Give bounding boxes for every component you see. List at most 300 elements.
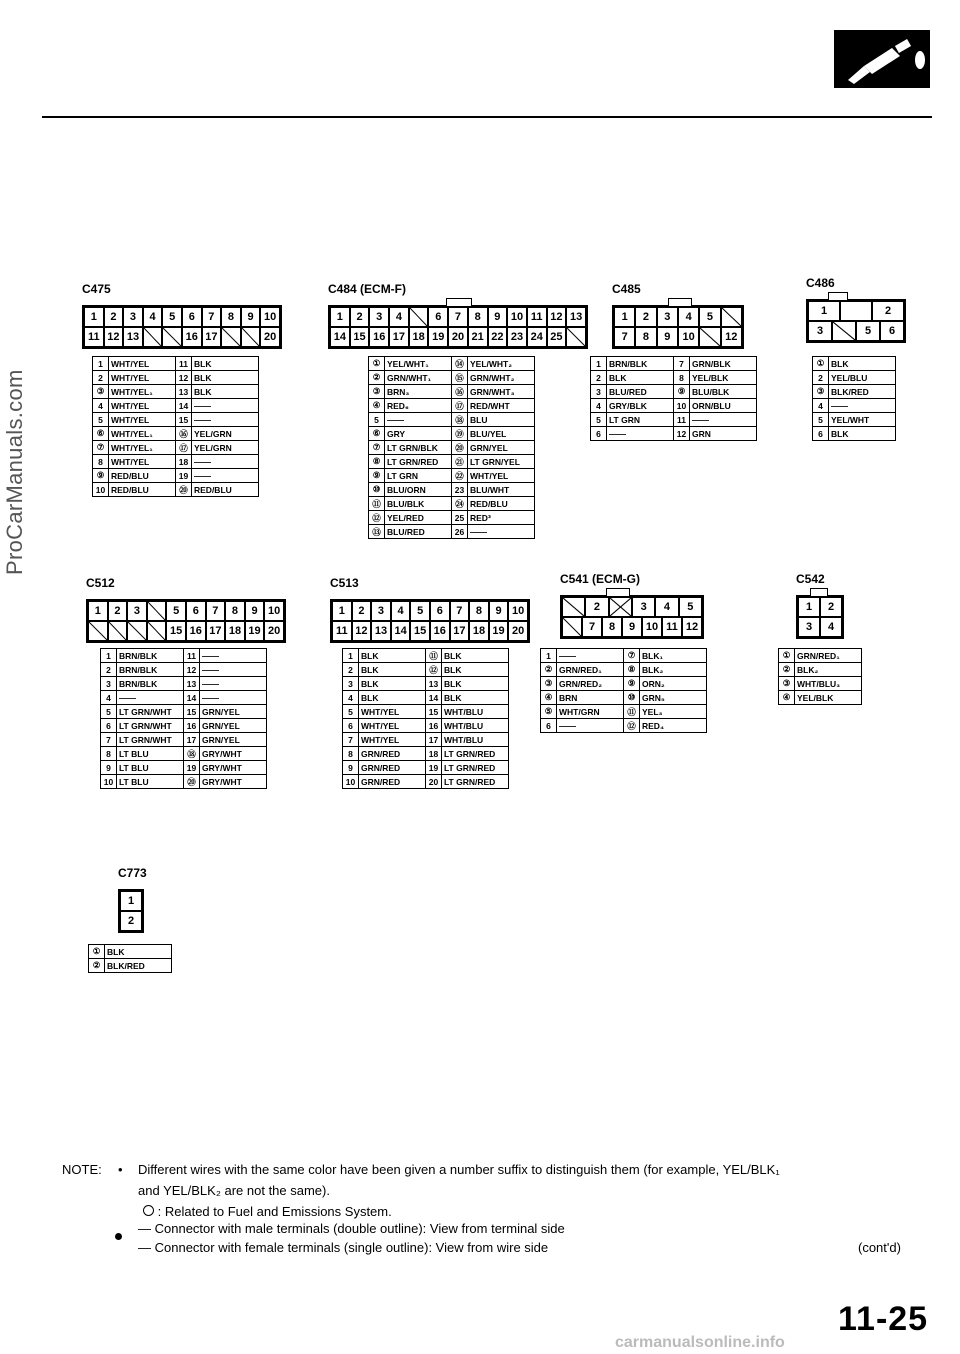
table-row (89, 945, 172, 959)
wire-color: LT BLU (117, 761, 184, 775)
wire-color: BRN (557, 691, 624, 705)
terminal-number: ⑰ (452, 399, 468, 413)
table-row (93, 469, 259, 483)
table-row (369, 385, 535, 399)
terminal-cell: 4 (820, 617, 842, 637)
wire-color: GRN/BLK (690, 357, 757, 371)
terminal-number: ③ (93, 385, 109, 399)
terminal-number: 4 (101, 691, 117, 705)
wire-color: BLK (192, 371, 259, 385)
terminal-cell: 8 (468, 307, 488, 327)
terminal-number: 6 (101, 719, 117, 733)
table-row (343, 691, 509, 705)
terminal-cell: 17 (202, 327, 222, 347)
terminal-cell (840, 301, 872, 321)
wire-color: RED/BLU (109, 469, 176, 483)
table-row (93, 455, 259, 469)
terminal-cell: 9 (241, 307, 261, 327)
terminal-number: ⑫ (624, 719, 640, 733)
connector-lock-tab (668, 298, 692, 306)
table-row (89, 959, 172, 973)
wire-color: BRN/BLK (117, 663, 184, 677)
terminal-cell: 4 (678, 307, 699, 327)
wire-color: BLK (442, 649, 509, 663)
wire-color: WHT/YEL₁ (109, 427, 176, 441)
terminal-cell: 5 (679, 597, 702, 617)
terminal-number: ⑪ (369, 497, 385, 511)
terminal-cell: 4 (143, 307, 163, 327)
wire-color: BLK (359, 691, 426, 705)
terminal-cell: 16 (182, 327, 202, 347)
wire-color: BLK (359, 649, 426, 663)
terminal-row (614, 327, 742, 347)
terminal-cell: 17 (206, 621, 226, 641)
connector-face (806, 299, 906, 343)
wire-color: GRN/YEL (200, 733, 267, 747)
terminal-cell: 12 (352, 621, 372, 641)
empty-terminal (832, 321, 856, 341)
wire-color: WHT/YEL (109, 399, 176, 413)
terminal-cell: 11 (527, 307, 547, 327)
terminal-number: 18 (426, 747, 442, 761)
wire-color: LT GRN/WHT (117, 705, 184, 719)
terminal-number: ⑨ (674, 385, 690, 399)
terminal-cell: 3 (632, 597, 655, 617)
wire-color: —— (385, 413, 452, 427)
terminal-cell: 12 (682, 617, 702, 637)
wire-color: GRN/WHT₂ (468, 371, 535, 385)
wire-color-table (540, 648, 707, 733)
terminal-number: 1 (343, 649, 359, 663)
terminal-row (120, 911, 142, 931)
terminal-cell: 10 (260, 307, 280, 327)
terminal-number: 8 (674, 371, 690, 385)
table-row (813, 371, 896, 385)
table-row (343, 705, 509, 719)
terminal-row (808, 301, 904, 321)
table-row (93, 399, 259, 413)
connector-c541 (560, 572, 704, 639)
connector-c485 (612, 282, 744, 349)
wire-color: LT GRN/RED (442, 747, 509, 761)
terminal-number: ⑯ (176, 427, 192, 441)
terminal-number: 1 (541, 649, 557, 663)
terminal-cell: 3 (127, 601, 147, 621)
wire-color: —— (200, 677, 267, 691)
wire-color: BRN/BLK (117, 677, 184, 691)
terminal-cell: 20 (508, 621, 528, 641)
terminal-number: 8 (343, 747, 359, 761)
bullet-dot-icon (115, 1233, 122, 1240)
wire-color: GRN/YEL (200, 719, 267, 733)
connector-c486 (806, 276, 906, 343)
terminal-cell: 2 (872, 301, 904, 321)
empty-terminal (88, 621, 108, 641)
wire-color: BLK (442, 691, 509, 705)
wire-color: RED₆ (385, 399, 452, 413)
terminal-cell: 1 (798, 597, 820, 617)
wire-color: WHT/BLU₃ (795, 677, 862, 691)
terminal-number: ④ (369, 399, 385, 413)
terminal-number: ⑥ (369, 427, 385, 441)
connector-label: C475 (82, 282, 111, 296)
terminal-number: 3 (101, 677, 117, 691)
terminal-cell: 16 (186, 621, 206, 641)
empty-terminal (221, 327, 241, 347)
table-row (343, 719, 509, 733)
table-row (541, 705, 707, 719)
wire-color: GRN₅ (640, 691, 707, 705)
wire-color: WHT/YEL (109, 413, 176, 427)
connector-label: C513 (330, 576, 359, 590)
empty-terminal (721, 307, 742, 327)
terminal-number: 12 (184, 663, 200, 677)
terminal-cell: 10 (508, 601, 528, 621)
empty-terminal (566, 327, 586, 347)
wire-color: BRN/BLK (117, 649, 184, 663)
note-line-5: — Connector with female terminals (single outline): View from wire side (138, 1240, 549, 1255)
wire-color: GRN/RED₁ (557, 663, 624, 677)
terminal-number: ② (779, 663, 795, 677)
wire-color: BLK (607, 371, 674, 385)
connector-c513 (330, 576, 530, 643)
connector-face (86, 599, 286, 643)
wire-color: GRN/RED (359, 747, 426, 761)
terminal-cell: 8 (635, 327, 656, 347)
terminal-number: 5 (93, 413, 109, 427)
terminal-cell: 11 (84, 327, 104, 347)
table-row (813, 385, 896, 399)
empty-terminal (147, 621, 167, 641)
table-row (101, 677, 267, 691)
terminal-row (562, 597, 702, 617)
terminal-number: ⑦ (93, 441, 109, 455)
wire-color: GRN/YEL (200, 705, 267, 719)
connector-c512 (86, 576, 286, 643)
wire-color: WHT/YEL (359, 705, 426, 719)
wire-color: BLU/BLK (690, 385, 757, 399)
section-logo-icon (834, 30, 930, 88)
wire-color: YEL/BLK (690, 371, 757, 385)
terminal-row (84, 307, 280, 327)
terminal-number: 15 (426, 705, 442, 719)
wire-color: GRN (690, 427, 757, 441)
terminal-number: ① (779, 649, 795, 663)
terminal-row (808, 321, 904, 341)
wire-color: BLK (829, 357, 896, 371)
terminal-number: 20 (426, 775, 442, 789)
wire-color: —— (829, 399, 896, 413)
connector-lock-tab (810, 588, 828, 596)
terminal-cell: 18 (469, 621, 489, 641)
header-rule (42, 116, 932, 118)
wire-color: GRN/YEL (468, 441, 535, 455)
connector-label: C542 (796, 572, 825, 586)
terminal-cell: 23 (507, 327, 527, 347)
table-row (369, 413, 535, 427)
wire-color: BLK₂ (640, 663, 707, 677)
terminal-number: 10 (101, 775, 117, 789)
wire-color: LT GRN/RED (442, 775, 509, 789)
terminal-number: 6 (541, 719, 557, 733)
wire-color: BRN/BLK (607, 357, 674, 371)
terminal-number: 13 (176, 385, 192, 399)
terminal-number: ⑬ (369, 525, 385, 539)
wire-color-table (342, 648, 509, 789)
table-row (343, 663, 509, 677)
wire-color: YEL/RED (385, 511, 452, 525)
wire-color: BLK (359, 677, 426, 691)
terminal-number: 2 (101, 663, 117, 677)
terminal-cell: 10 (678, 327, 699, 347)
terminal-cell: 13 (371, 621, 391, 641)
wire-color: BLU/RED (607, 385, 674, 399)
footer-watermark: carmanualsonline.info (615, 1334, 785, 1351)
terminal-cell: 7 (448, 307, 468, 327)
terminal-row (614, 307, 742, 327)
terminal-cell: 9 (622, 617, 642, 637)
terminal-cell: 1 (84, 307, 104, 327)
terminal-number: ⑱ (184, 747, 200, 761)
table-row (343, 733, 509, 747)
table-row (93, 483, 259, 497)
terminal-cell: 7 (450, 601, 470, 621)
terminal-cell: 8 (221, 307, 241, 327)
connector-label: C512 (86, 576, 115, 590)
table-row (101, 733, 267, 747)
wire-color: GRN/WHT₃ (468, 385, 535, 399)
terminal-number: ⑰ (176, 441, 192, 455)
terminal-number: ③ (369, 385, 385, 399)
contd-label: (cont'd) (858, 1240, 901, 1255)
terminal-number: ⑲ (452, 427, 468, 441)
wire-color: BLU (468, 413, 535, 427)
terminal-cell: 24 (527, 327, 547, 347)
table-row (101, 775, 267, 789)
table-row (369, 357, 535, 371)
wire-color: BRN₃ (385, 385, 452, 399)
terminal-cell: 3 (798, 617, 820, 637)
terminal-number: 15 (176, 413, 192, 427)
terminal-row (798, 617, 842, 637)
terminal-cell: 2 (104, 307, 124, 327)
terminal-number: ② (89, 959, 105, 973)
wire-color: BLK (359, 663, 426, 677)
wire-color: BLU/ORN (385, 483, 452, 497)
connector-label: C484 (ECM-F) (328, 282, 407, 296)
terminal-number: 8 (101, 747, 117, 761)
terminal-row (88, 621, 284, 641)
terminal-cell: 5 (410, 601, 430, 621)
page-number: 11-25 (838, 1300, 929, 1338)
terminal-number: 13 (426, 677, 442, 691)
table-row (343, 761, 509, 775)
terminal-cell: 12 (547, 307, 567, 327)
wire-color: GRN/WHT₁ (385, 371, 452, 385)
table-row (541, 719, 707, 733)
table-row (591, 399, 757, 413)
wire-color: ORN/BLU (690, 399, 757, 413)
connector-lock-tab (446, 298, 472, 306)
terminal-cell: 9 (245, 601, 265, 621)
wire-color: RED/BLU (109, 483, 176, 497)
terminal-row (84, 327, 280, 347)
terminal-cell: 1 (88, 601, 108, 621)
wire-color: YEL/GRN (192, 441, 259, 455)
wire-color: LT GRN/RED (385, 455, 452, 469)
terminal-cell: 3 (123, 307, 143, 327)
terminal-number: 18 (176, 455, 192, 469)
wire-color: WHT/YEL (109, 371, 176, 385)
terminal-number: 19 (176, 469, 192, 483)
table-row (93, 441, 259, 455)
terminal-cell: 15 (350, 327, 370, 347)
terminal-cell: 17 (389, 327, 409, 347)
terminal-number: 7 (101, 733, 117, 747)
wire-color: BLK (192, 385, 259, 399)
wire-color: WHT/YEL₁ (109, 441, 176, 455)
terminal-cell: 5 (162, 307, 182, 327)
table-row (101, 761, 267, 775)
wire-color: LT GRN (607, 413, 674, 427)
wire-color: GRN/RED (359, 775, 426, 789)
terminal-number: 5 (813, 413, 829, 427)
circle-symbol-icon (143, 1205, 154, 1216)
terminal-cell: 9 (657, 327, 678, 347)
connector-c475 (82, 282, 282, 349)
terminal-number: ㉒ (452, 469, 468, 483)
terminal-number: ㉔ (452, 497, 468, 511)
terminal-row (330, 307, 586, 327)
terminal-cell: 1 (120, 891, 142, 911)
note-line-3: : Related to Fuel and Emissions System. (157, 1204, 392, 1219)
table-row (101, 663, 267, 677)
wire-color: WHT/BLU (442, 733, 509, 747)
terminal-number: ⑩ (624, 691, 640, 705)
terminal-number: ① (813, 357, 829, 371)
wire-color-table (88, 944, 172, 973)
terminal-cell: 9 (489, 601, 509, 621)
terminal-number: 6 (343, 719, 359, 733)
terminal-number: 15 (184, 705, 200, 719)
terminal-number: 6 (591, 427, 607, 441)
terminal-cell: 20 (260, 327, 280, 347)
terminal-number: 10 (343, 775, 359, 789)
wire-color: BLU/YEL (468, 427, 535, 441)
terminal-number: 4 (591, 399, 607, 413)
terminal-cell: 13 (123, 327, 143, 347)
wire-color: LT GRN/RED (442, 761, 509, 775)
terminal-cell: 25 (547, 327, 567, 347)
terminal-cell: 3 (657, 307, 678, 327)
terminal-number: 9 (101, 761, 117, 775)
wire-color: YEL/WHT₁ (385, 357, 452, 371)
empty-terminal (609, 597, 632, 617)
terminal-number: 6 (813, 427, 829, 441)
terminal-number: 25 (452, 511, 468, 525)
terminal-row (332, 601, 528, 621)
terminal-cell: 11 (662, 617, 682, 637)
terminal-cell: 19 (428, 327, 448, 347)
terminal-cell: 2 (635, 307, 656, 327)
terminal-cell: 6 (186, 601, 206, 621)
terminal-number: 1 (101, 649, 117, 663)
terminal-number: ② (541, 663, 557, 677)
connector-c484 (328, 282, 588, 349)
connector-c542 (796, 572, 844, 639)
wire-color: WHT/YEL₁ (109, 385, 176, 399)
terminal-number: 5 (369, 413, 385, 427)
terminal-cell: 18 (225, 621, 245, 641)
table-row (779, 663, 862, 677)
wire-color: BLK/RED (105, 959, 172, 973)
wire-color: GRN/RED₁ (795, 649, 862, 663)
terminal-cell: 4 (389, 307, 409, 327)
terminal-number: 4 (813, 399, 829, 413)
terminal-cell: 13 (566, 307, 586, 327)
table-row (93, 385, 259, 399)
empty-terminal (162, 327, 182, 347)
wire-color: LT GRN (385, 469, 452, 483)
terminal-cell: 1 (614, 307, 635, 327)
terminal-number: 17 (184, 733, 200, 747)
terminal-cell: 6 (880, 321, 904, 341)
terminal-number: ⑫ (426, 663, 442, 677)
wire-color: —— (557, 649, 624, 663)
terminal-number: 2 (591, 371, 607, 385)
empty-terminal (562, 617, 582, 637)
connector-face (330, 599, 530, 643)
empty-terminal (108, 621, 128, 641)
terminal-cell: 2 (352, 601, 372, 621)
terminal-cell: 8 (469, 601, 489, 621)
note-bullet: • (118, 1162, 123, 1177)
terminal-number: 2 (813, 371, 829, 385)
wire-color: —— (192, 413, 259, 427)
wire-color: BLK₂ (795, 663, 862, 677)
terminal-number: ③ (813, 385, 829, 399)
terminal-cell: 10 (642, 617, 662, 637)
terminal-cell: 20 (264, 621, 284, 641)
terminal-row (88, 601, 284, 621)
terminal-cell: 4 (655, 597, 678, 617)
wire-color: RED/WHT (468, 399, 535, 413)
terminal-cell: 11 (332, 621, 352, 641)
terminal-number: 19 (426, 761, 442, 775)
connector-label: C485 (612, 282, 641, 296)
terminal-number: 10 (93, 483, 109, 497)
terminal-cell: 2 (820, 597, 842, 617)
table-row (813, 413, 896, 427)
wire-color: YEL/GRN (192, 427, 259, 441)
terminal-cell: 18 (409, 327, 429, 347)
terminal-row (330, 327, 586, 347)
terminal-number: 2 (93, 371, 109, 385)
connector-face (560, 595, 704, 639)
terminal-cell: 8 (602, 617, 622, 637)
terminal-number: 14 (176, 399, 192, 413)
terminal-number: 11 (176, 357, 192, 371)
terminal-number: ⑮ (452, 371, 468, 385)
table-row (369, 399, 535, 413)
table-row (343, 649, 509, 663)
wire-color: GRN/RED₂ (557, 677, 624, 691)
terminal-number: ⑧ (624, 663, 640, 677)
terminal-number: 23 (452, 483, 468, 497)
side-watermark: ProCarManuals.com (2, 369, 27, 575)
wire-color: LT BLU (117, 747, 184, 761)
terminal-cell: 2 (108, 601, 128, 621)
